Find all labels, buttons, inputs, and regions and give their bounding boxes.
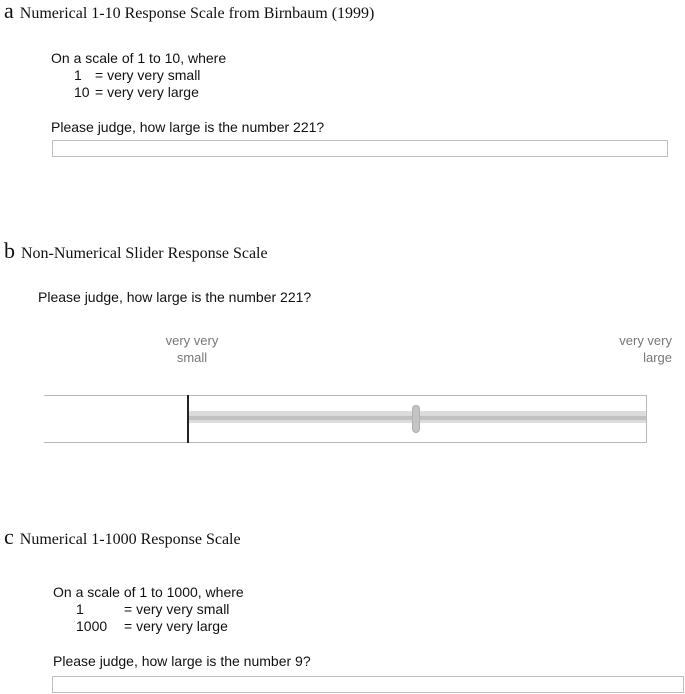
left-anchor-line2: small — [176, 350, 208, 365]
panel-c-heading — [4, 524, 241, 550]
panel-c-question: Please judge, how large is the number 9? — [53, 653, 311, 669]
slider-thumb[interactable] — [412, 405, 420, 433]
panel-a-min-label: = very very small — [95, 67, 201, 83]
left-anchor-label — [154, 332, 230, 366]
right-anchor-line2: large — [643, 350, 672, 365]
right-anchor-label — [590, 332, 672, 366]
panel-c-max-label: = very very large — [124, 618, 228, 634]
panel-a-max-label: = very very large — [95, 84, 199, 100]
panel-c-min-value: 1 — [76, 601, 84, 617]
panel-a-question: Please judge, how large is the number 221? — [51, 119, 325, 135]
panel-a-scale-definition — [51, 50, 226, 101]
panel-c-min-label: = very very small — [124, 601, 230, 617]
panel-c-letter: c — [4, 524, 14, 549]
panel-c-scale-definition — [53, 584, 244, 635]
panel-a-max-value: 10 — [74, 84, 90, 100]
panel-b-heading — [4, 238, 268, 264]
panel-b-question: Please judge, how large is the number 221? — [38, 289, 312, 305]
panel-b-title: Non-Numerical Slider Response Scale — [21, 245, 268, 262]
panel-a-intro: On a scale of 1 to 10, where — [51, 50, 227, 66]
panel-a-letter: a — [4, 0, 14, 23]
panel-c-max-value: 1000 — [76, 618, 108, 634]
panel-a-heading — [4, 0, 374, 24]
panel-c-title: Numerical 1-1000 Response Scale — [19, 531, 241, 548]
panel-a-title: Numerical 1-10 Response Scale from Birnbaum (1999) — [19, 5, 375, 22]
panel-c-intro: On a scale of 1 to 1000, where — [53, 584, 244, 600]
panel-a-response-input[interactable] — [52, 140, 668, 157]
panel-c-response-input[interactable] — [52, 676, 684, 693]
slider-outline-left — [44, 395, 188, 443]
panel-b-letter: b — [4, 238, 15, 263]
slider-start-marker — [187, 395, 189, 443]
response-slider[interactable] — [44, 395, 647, 443]
right-anchor-line1: very very — [619, 333, 672, 348]
panel-a-min-value: 1 — [74, 67, 82, 83]
left-anchor-line1: very very — [165, 333, 219, 348]
